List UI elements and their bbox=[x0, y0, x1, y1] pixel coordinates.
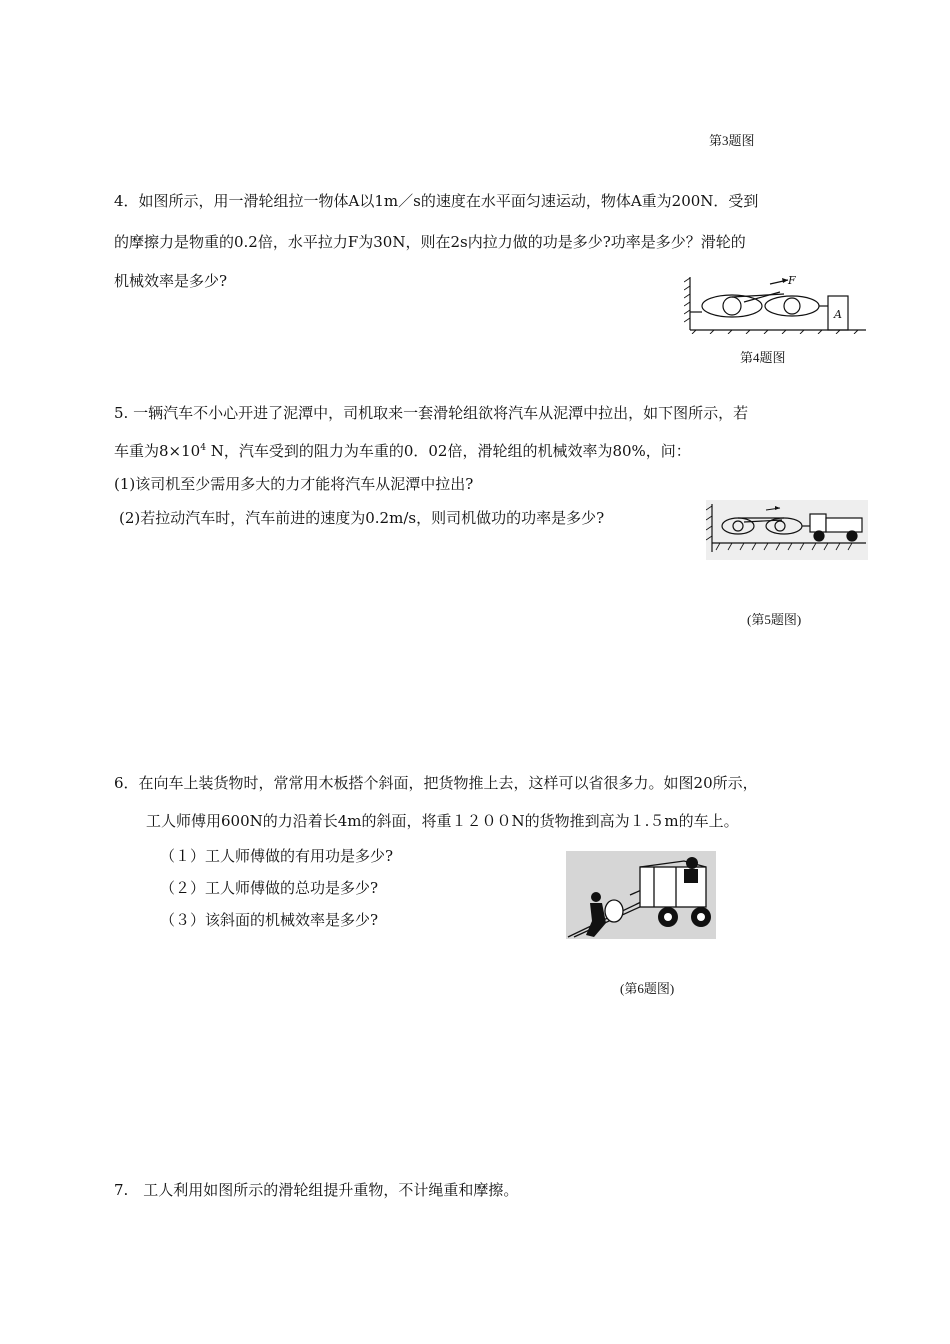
question-6-line-1: 6．在向车上装货物时，常常用木板搭个斜面，把货物推上去，这样可以省很多力。如图20所示， bbox=[114, 774, 758, 792]
question-5-line-2-prefix: 车重为8×10 bbox=[114, 442, 201, 460]
question-5-line-2-suffix: N，汽车受到的阻力为车重的0．02倍，滑轮组的机械效率为80%，问： bbox=[205, 442, 691, 460]
question-5-exponent: 4 bbox=[200, 443, 206, 453]
figure-4-pulley-diagram bbox=[684, 272, 868, 334]
figure-5-caption: (第5题图) bbox=[747, 612, 802, 627]
question-4-line-2: 的摩擦力是物重的0.2倍，水平拉力F为30N，则在2s内拉力做的功是多少?功率是多少？滑轮的 bbox=[114, 233, 746, 251]
figure-3-caption: 第3题图 bbox=[709, 133, 755, 148]
question-5-sub-2: (2)若拉动汽车时，汽车前进的速度为0.2m/s，则司机做功的功率是多少? bbox=[119, 509, 605, 527]
figure-4-force-label: F bbox=[788, 274, 796, 287]
question-5-line-1: 5. 一辆汽车不小心开进了泥潭中，司机取来一套滑轮组欲将汽车从泥潭中拉出，如下图所示，若 bbox=[114, 404, 749, 422]
question-6-sub-3: （３）该斜面的机械效率是多少? bbox=[160, 911, 379, 929]
question-6-line-2: 工人师傅用600N的力沿着长4m的斜面，将重１２００N的货物推到高为１.５m的车上。 bbox=[146, 812, 739, 830]
figure-6-caption: (第6题图) bbox=[620, 981, 675, 996]
figure-4-caption: 第4题图 bbox=[740, 350, 786, 365]
figure-4-block-label: A bbox=[834, 308, 842, 321]
question-5-line-2 bbox=[114, 440, 691, 461]
figure-6-ramp-diagram bbox=[566, 851, 716, 939]
question-5-sub-1: (1)该司机至少需用多大的力才能将汽车从泥潭中拉出? bbox=[114, 475, 474, 493]
question-4-line-3: 机械效率是多少? bbox=[114, 272, 228, 290]
question-7-line-1: 7. 工人利用如图所示的滑轮组提升重物，不计绳重和摩擦。 bbox=[114, 1181, 519, 1199]
question-6-sub-2: （２）工人师傅做的总功是多少? bbox=[160, 879, 379, 897]
question-6-sub-1: （１）工人师傅做的有用功是多少? bbox=[160, 847, 394, 865]
figure-5-truck-diagram bbox=[706, 500, 868, 560]
question-4-line-1: 4．如图所示，用一滑轮组拉一物体A以1m／s的速度在水平面匀速运动，物体A重为200N．受到 bbox=[114, 192, 759, 210]
